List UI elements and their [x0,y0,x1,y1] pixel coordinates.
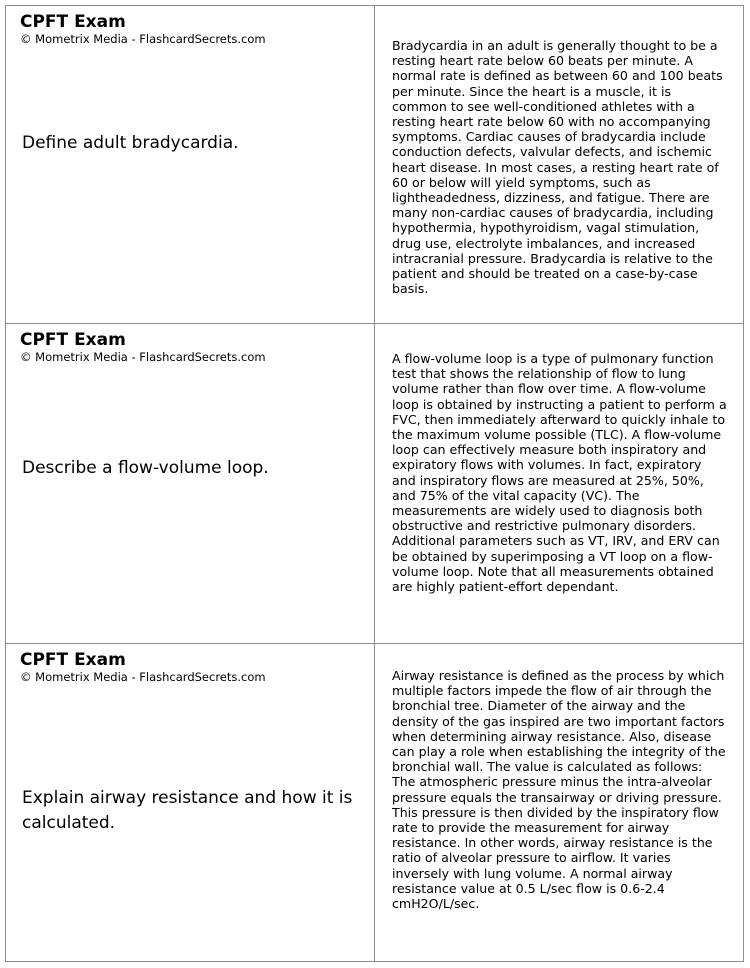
brand-copyright-3: © Mometrix Media - FlashcardSecrets.com [20,670,266,684]
brand-title-1: CPFT Exam [20,12,126,32]
answer-text-2: A flow-volume loop is a type of pulmonary function test that shows the relationship of flow to lung volume rather than flow over time. A flow-volume loop is obtained by instructing a patient to perform a FVC, then immediately afterward to quickly inhale to the maximum volume possible (TLC). A flow-volume loop can effectively measure both inspiratory and expiratory flows with volumes. In fact, expiratory and inspiratory flows are measured at 25%, 50%, and 75% of the vital capacity (VC). The measurements are widely used to diagnosis both obstructive and restrictive pulmonary disorders. Additional parameters such as VT, IRV, and ERV can be obtained by superimposing a VT loop on a flow-volume loop. Note that all measurements obtained are highly patient-effort dependant. [392,351,727,595]
brand-title-3: CPFT Exam [20,650,126,670]
flashcard-row-2 [6,324,743,644]
answer-pane-1 [375,6,743,323]
brand-copyright-2: © Mometrix Media - FlashcardSecrets.com [20,350,266,364]
flashcard-row-3 [6,644,743,961]
brand-block-1 [20,12,366,46]
question-text-2: Describe a flow-volume loop. [22,458,269,478]
question-text-3: Explain airway resistance and how it is calculated. [22,788,353,833]
question-text-1: Define adult bradycardia. [22,133,239,153]
brand-title-2: CPFT Exam [20,330,126,350]
flashcard-sheet [5,5,744,962]
brand-copyright-1: © Mometrix Media - FlashcardSecrets.com [20,32,266,46]
brand-block-3 [20,650,366,684]
answer-pane-3 [375,644,743,961]
answer-text-1: Bradycardia in an adult is generally thought to be a resting heart rate below 60 beats per minute. A normal rate is defined as between 60 and 100 beats per minute. Since the heart is a muscle, it is common to see well-conditioned athletes with a resting heart rate below 60 with no accompanying symptoms. Cardiac causes of bradycardia include conduction defects, valvular defects, and ischemic heart disease. In most cases, a resting heart rate of 60 or below will yield symptoms, such as lightheadedness, dizziness, and fatigue. There are many non-cardiac causes of bradycardia, including hypothermia, hypothyroidism, vagal stimulation, drug use, electrolyte imbalances, and increased intracranial pressure. Bradycardia is relative to the patient and should be treated on a case-by-case basis. [392,38,723,297]
answer-pane-2 [375,324,743,643]
question-pane-2 [6,324,375,643]
answer-text-3: Airway resistance is defined as the process by which multiple factors impede the flow of air through the bronchial tree. Diameter of the airway and the density of the gas inspired are two important factors when determining airway resistance. Also, disease can play a role when establishing the integrity of the bronchial wall. The value is calculated as follows: The atmospheric pressure minus the intra-alveolar pressure equals the transairway or driving pressure. This pressure is then divided by the inspiratory flow rate to provide the measurement for airway resistance. In other words, airway resistance is the ratio of alveolar pressure to airflow. It varies inversely with lung volume. A normal airway resistance value at 0.5 L/sec flow is 0.6-2.4 cmH2O/L/sec. [392,668,726,912]
brand-block-2 [20,330,366,364]
question-pane-1 [6,6,375,323]
flashcard-row-1 [6,6,743,324]
question-pane-3 [6,644,375,961]
